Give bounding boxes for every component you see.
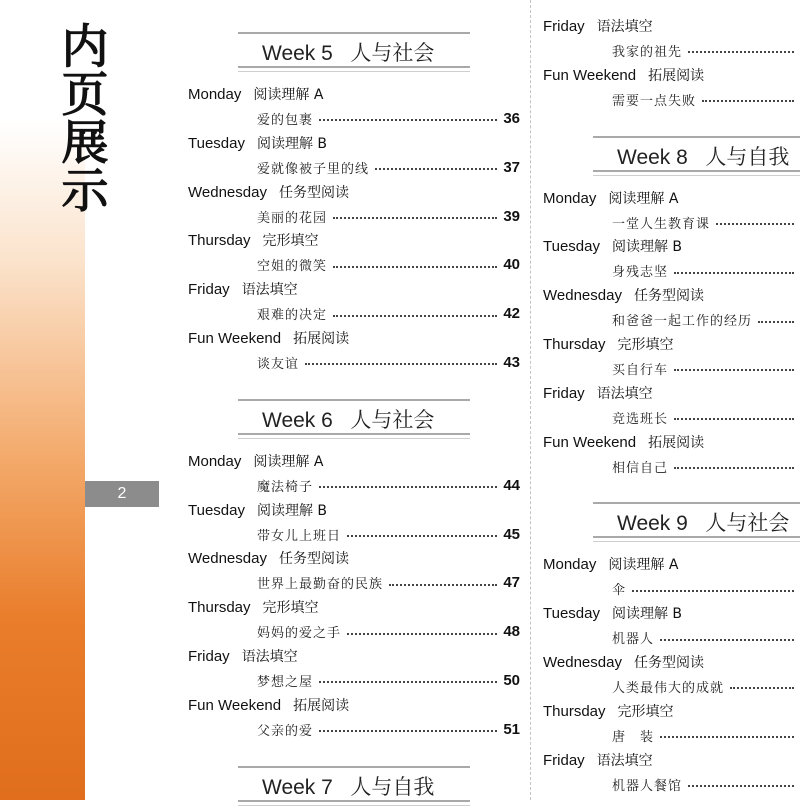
day-label: Friday (188, 648, 230, 665)
entry-page: 40 (503, 256, 520, 274)
dot-leader (716, 223, 794, 225)
week-header (593, 502, 800, 538)
day-label: Monday (188, 86, 242, 103)
week-header (238, 766, 470, 802)
day-row (188, 646, 298, 666)
day-row (188, 84, 323, 104)
entry-title: 带女儿上班日 (257, 528, 342, 544)
week-header (593, 136, 800, 172)
entry-title: 艰难的决定 (257, 308, 328, 324)
dot-leader (688, 51, 794, 53)
exercise-type: 语法填空 (241, 649, 298, 665)
toc-entry[interactable] (257, 573, 520, 593)
dot-leader (375, 168, 497, 170)
exercise-type: 任务型阅读 (633, 288, 704, 305)
toc-entry[interactable] (612, 676, 800, 696)
day-row (188, 695, 349, 715)
exercise-type: 语法填空 (596, 385, 653, 402)
day-label: Monday (188, 452, 242, 470)
dot-leader (632, 590, 794, 592)
week-header (238, 32, 470, 68)
dot-leader (674, 418, 794, 420)
day-row (188, 182, 349, 202)
entry-page: 36 (503, 109, 520, 127)
entry-title: 需要一点失败 (612, 93, 697, 109)
dot-leader (305, 363, 497, 365)
toc-entry[interactable] (612, 310, 800, 330)
exercise-type: 阅读理解 A (253, 87, 324, 103)
exercise-type: 拓展阅读 (293, 697, 350, 714)
day-row (543, 285, 704, 305)
day-label: Thursday (543, 336, 606, 353)
entry-page: 48 (503, 623, 520, 641)
toc-entry[interactable] (257, 206, 520, 226)
dot-leader (347, 633, 497, 635)
day-row (543, 65, 704, 85)
exercise-type: 任务型阅读 (278, 184, 349, 201)
dot-leader (319, 486, 497, 488)
toc-entry[interactable] (612, 407, 800, 427)
toc-entry[interactable] (612, 456, 800, 476)
day-row (188, 500, 327, 520)
dot-leader (660, 736, 794, 738)
dot-leader (674, 467, 794, 469)
exercise-type: 阅读理解 A (608, 190, 679, 207)
entry-page: 43 (503, 353, 520, 371)
side-title-char: 示 (61, 164, 109, 219)
day-label: Tuesday (543, 238, 600, 256)
dot-leader (333, 315, 497, 317)
entry-page: 51 (503, 720, 520, 738)
exercise-type: 阅读理解 A (608, 557, 679, 574)
entry-page: 37 (503, 158, 520, 176)
day-row (543, 383, 653, 403)
day-row (188, 230, 319, 250)
dot-leader (660, 639, 794, 641)
entry-title: 身残志坚 (612, 265, 669, 281)
exercise-type: 完形填空 (617, 703, 674, 720)
day-row (543, 334, 674, 354)
day-label: Tuesday (543, 605, 600, 623)
exercise-type: 阅读理解 B (611, 606, 683, 623)
day-label: Fun Weekend (188, 330, 282, 347)
day-label: Thursday (188, 599, 251, 617)
day-row (543, 432, 704, 452)
day-label: Wednesday (543, 654, 622, 671)
week-title: Week 5 人与社会 (262, 42, 435, 65)
page-number: 2 (85, 481, 159, 507)
exercise-type: 任务型阅读 (278, 551, 349, 568)
day-row (188, 279, 298, 299)
day-label: Wednesday (543, 287, 622, 305)
day-label: Monday (543, 189, 597, 207)
dot-leader (702, 100, 794, 102)
entry-title: 机器人餐馆 (612, 778, 683, 794)
day-label: Thursday (188, 232, 251, 250)
day-row (188, 451, 323, 471)
entry-title: 爱就像被子里的线 (257, 161, 370, 177)
toc-entry[interactable] (612, 40, 800, 60)
day-label: Monday (543, 556, 597, 574)
day-label: Wednesday (188, 183, 267, 201)
day-label: Fun Weekend (543, 66, 637, 84)
entry-title: 相信自己 (612, 460, 669, 476)
entry-page: 44 (503, 476, 520, 494)
entry-page: 45 (503, 525, 520, 543)
entry-title: 世界上最勤奋的民族 (257, 577, 384, 593)
day-row (188, 133, 327, 153)
day-label: Friday (543, 18, 585, 35)
day-label: Wednesday (188, 550, 267, 568)
day-label: Tuesday (188, 134, 245, 152)
entry-title: 妈妈的爱之手 (257, 626, 342, 642)
toc-entry[interactable] (257, 475, 520, 495)
toc-entry[interactable] (257, 157, 520, 177)
day-row (188, 548, 349, 568)
day-row (188, 328, 349, 348)
entry-title: 空姐的微笑 (257, 259, 328, 275)
entry-title: 伞 (612, 583, 627, 599)
dot-leader (319, 730, 497, 732)
entry-page: 39 (503, 207, 520, 225)
day-label: Fun Weekend (188, 696, 282, 714)
side-title (58, 20, 112, 219)
side-title-char: 展 (61, 116, 109, 171)
week-title: Week 8 人与自我 (617, 145, 790, 169)
side-title-char: 页 (61, 68, 109, 123)
entry-title: 梦想之屋 (257, 674, 314, 690)
entry-title: 父亲的爱 (257, 723, 314, 739)
entry-title: 爱的包裹 (257, 112, 314, 128)
side-title-char: 内 (61, 20, 109, 75)
entry-title: 竞选班长 (612, 411, 669, 427)
exercise-type: 阅读理解 B (256, 135, 328, 152)
dot-leader (347, 535, 497, 537)
exercise-type: 阅读理解 A (253, 453, 324, 470)
day-row (543, 554, 678, 574)
exercise-type: 拓展阅读 (648, 434, 705, 451)
entry-page: 47 (503, 574, 520, 592)
exercise-type: 语法填空 (596, 752, 653, 769)
dot-leader (688, 785, 794, 787)
dot-leader (674, 272, 794, 274)
exercise-type: 任务型阅读 (633, 655, 704, 671)
toc-entry[interactable] (612, 628, 800, 648)
toc-entry[interactable] (257, 352, 520, 372)
dot-leader (333, 266, 497, 268)
week-header (238, 399, 470, 435)
day-row (543, 652, 704, 672)
entry-title: 我家的祖先 (612, 44, 683, 60)
toc-entry[interactable] (257, 524, 520, 544)
day-label: Fun Weekend (543, 433, 637, 451)
toc-entry[interactable] (612, 358, 800, 378)
entry-page: 50 (503, 671, 520, 689)
day-label: Friday (188, 281, 230, 299)
toc-entry[interactable] (612, 579, 800, 599)
day-label: Thursday (543, 702, 606, 720)
exercise-type: 拓展阅读 (293, 331, 350, 347)
toc-entry[interactable] (612, 261, 800, 281)
week-title: Week 6 人与社会 (262, 408, 435, 432)
week-title: Week 7 人与自我 (262, 775, 435, 799)
toc-entry[interactable] (257, 670, 520, 690)
toc-entry[interactable] (612, 725, 800, 745)
entry-title: 和爸爸一起工作的经历 (612, 314, 753, 330)
day-row (543, 188, 678, 208)
column-divider (530, 0, 531, 800)
day-row (543, 16, 653, 36)
entry-title: 机器人 (612, 632, 655, 648)
toc-entry[interactable] (257, 304, 520, 324)
toc-entry[interactable] (612, 89, 800, 109)
entry-title: 一堂人生教育课 (612, 216, 711, 232)
dot-leader (674, 369, 794, 371)
entry-title: 谈友谊 (257, 356, 300, 372)
dot-leader (758, 321, 794, 323)
day-row (188, 597, 319, 617)
toc-entry[interactable] (257, 255, 520, 275)
exercise-type: 拓展阅读 (648, 67, 705, 84)
dot-leader (730, 687, 794, 689)
entry-title: 买自行车 (612, 362, 669, 378)
entry-title: 美丽的花园 (257, 210, 328, 226)
day-label: Friday (543, 751, 585, 769)
day-row (543, 236, 682, 256)
week-title: Week 9 人与社会 (617, 512, 790, 536)
exercise-type: 阅读理解 B (256, 502, 328, 519)
entry-title: 魔法椅子 (257, 479, 314, 495)
exercise-type: 完形填空 (617, 337, 674, 353)
toc-entry[interactable] (612, 212, 800, 232)
dot-leader (333, 217, 497, 219)
day-row (543, 750, 653, 770)
day-row (543, 603, 682, 623)
exercise-type: 语法填空 (241, 282, 298, 299)
entry-page: 42 (503, 305, 520, 323)
exercise-type: 完形填空 (262, 600, 319, 617)
dot-leader (319, 119, 497, 121)
day-label: Friday (543, 384, 585, 402)
entry-title: 人类最伟大的成就 (612, 680, 725, 696)
day-label: Tuesday (188, 501, 245, 519)
dot-leader (389, 584, 497, 586)
toc-entry[interactable] (257, 719, 520, 739)
exercise-type: 语法填空 (596, 19, 653, 35)
exercise-type: 完形填空 (262, 233, 319, 250)
exercise-type: 阅读理解 B (611, 239, 683, 256)
day-row (543, 701, 674, 721)
dot-leader (319, 681, 497, 683)
toc-entry[interactable] (257, 108, 520, 128)
toc-entry[interactable] (257, 622, 520, 642)
entry-title: 唐 装 (612, 729, 655, 745)
toc-entry[interactable] (612, 774, 800, 794)
